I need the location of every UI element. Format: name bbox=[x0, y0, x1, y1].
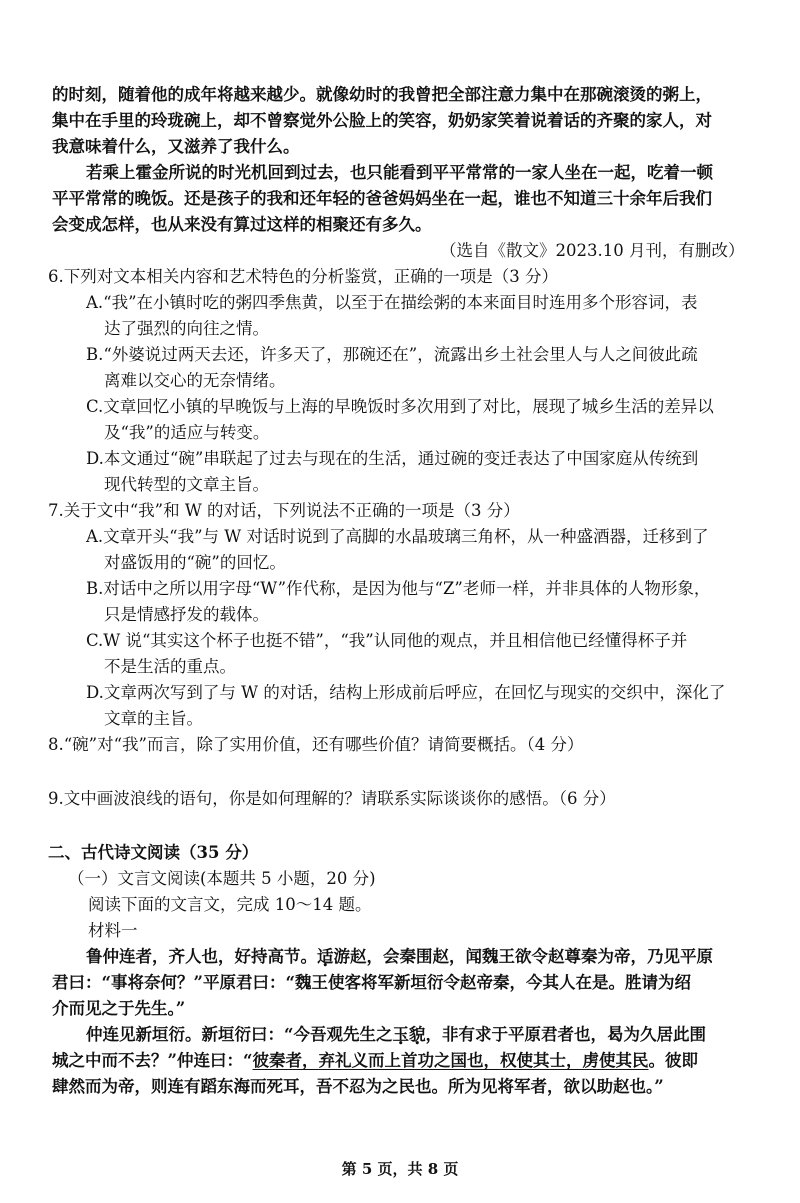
passage-line: 集中在手里的玲珑碗上，却不曾察觉外公脸上的笑容，奶奶家笑着说着话的齐聚的家人，对 bbox=[52, 111, 712, 130]
passage-line: 平平常常的晚饭。还是孩子的我和还年轻的爸爸妈妈坐在一起，谁也不知道三十余年后我们 bbox=[52, 189, 712, 208]
subsection-heading: （一）文言文阅读(本题共 5 小题，20 分) bbox=[68, 869, 376, 888]
passage-line: 我意味着什么，又滋养了我什么。 bbox=[52, 137, 300, 156]
text-segment: 游赵，会秦围赵，闻魏王欲令赵尊秦为帝，乃见平原 bbox=[333, 947, 713, 966]
classical-line bbox=[52, 1050, 698, 1072]
instruction: 阅读下面的文言文，完成 10～14 题。 bbox=[88, 895, 372, 914]
classical-line: 介而见之于先生。” bbox=[52, 999, 186, 1018]
option-7c: C.W 说“其实这个杯子也挺不错”，“我”认同他的观点，并且相信他已经懂得杯子并 bbox=[86, 631, 688, 650]
classical-line: 肆然而为帝，则连有蹈东海而死耳，吾不忍为之民也。所为见将军者，欲以助赵也。” bbox=[52, 1077, 664, 1096]
classical-line bbox=[86, 946, 713, 968]
classical-line: 君曰：“事将奈何？”平原君曰：“魏王使客将军新垣衍令赵帝秦，今其人在是。胜请为绍 bbox=[52, 973, 691, 992]
classical-line bbox=[86, 1024, 706, 1046]
passage-line: 若乘上霍金所说的时光机回到过去，也只能看到平平常常的一家人坐在一起，吃着一顿 bbox=[86, 163, 713, 182]
question-6-stem: 6.下列对文本相关内容和艺术特色的分析鉴赏，正确的一项是（3 分） bbox=[48, 267, 558, 286]
option-7b: B.对话中之所以用字母“W”作代称，是因为他与“Z”老师一样，并非具体的人物形象， bbox=[86, 579, 711, 598]
option-6b-cont: 离难以交心的无奈情绪。 bbox=[104, 371, 286, 390]
question-9: 9.文中画波浪线的语句，你是如何理解的？请联系实际谈谈你的感悟。（6 分） bbox=[48, 789, 616, 808]
text-segment: 。彼即 bbox=[648, 1051, 698, 1070]
text-segment: 鲁仲连者，齐人也，好持高节。 bbox=[86, 947, 317, 966]
passage-line: 会变成怎样，也从来没有算过这样的相聚还有多久。 bbox=[52, 215, 432, 234]
source-note: （选自《散文》2023.10 月刊，有删改） bbox=[440, 241, 745, 260]
option-7b-cont: 只是情感抒发的载体。 bbox=[104, 605, 269, 624]
text-segment: ，非有求于平原君者也，曷为久居此围 bbox=[425, 1025, 706, 1044]
option-6d: D.本文通过“碗”串联起了过去与现在的生活，通过碗的变迁表达了中国家庭从传统到 bbox=[86, 449, 699, 468]
dotted-char: 貌 bbox=[409, 1025, 426, 1044]
underlined-sentence: 彼秦者，弃礼义而上首功之国也，权使其士，虏使其民 bbox=[252, 1051, 649, 1070]
option-7a: A.文章开头“我”与 W 对话时说到了高脚的水晶玻璃三角杯，从一种盛酒器，迁移到了 bbox=[86, 527, 709, 546]
option-6c: C.文章回忆小镇的早晚饭与上海的早晚饭时多次用到了对比，展现了城乡生活的差异以 bbox=[86, 397, 714, 416]
dotted-char: 玉 bbox=[392, 1025, 409, 1044]
text-segment: 城之中而不去？”仲连曰：“ bbox=[52, 1051, 253, 1070]
question-7-stem: 7.关于文中“我”和 W 的对话，下列说法不正确的一项是（3 分） bbox=[48, 501, 520, 520]
section-heading: 二、古代诗文阅读（35 分） bbox=[48, 843, 259, 862]
option-7d-cont: 文章的主旨。 bbox=[104, 709, 203, 728]
option-6c-cont: 及“我”的适应与转变。 bbox=[104, 423, 270, 442]
option-6b: B.“外婆说过两天去还，许多天了，那碗还在”，流露出乡土社会里人与人之间彼此疏 bbox=[86, 345, 698, 364]
option-7c-cont: 不是生活的重点。 bbox=[104, 657, 236, 676]
option-7d: D.文章两次写到了与 W 的对话，结构上形成前后呼应，在回忆与现实的交织中，深化了 bbox=[86, 683, 726, 702]
option-7a-cont: 对盛饭用的“碗”的回忆。 bbox=[104, 553, 286, 572]
option-6a: A.“我”在小镇时吃的粥四季焦黄，以至于在描绘粥的本来面目时连用多个形容词，表 bbox=[86, 293, 698, 312]
option-6a-cont: 达了强烈的向往之情。 bbox=[104, 319, 269, 338]
option-6d-cont: 现代转型的文章主旨。 bbox=[104, 475, 269, 494]
page-footer: 第 5 页，共 8 页 bbox=[341, 1160, 459, 1178]
text-segment: 仲连见新垣衍。新垣衍曰：“今吾观先生之 bbox=[86, 1025, 393, 1044]
dotted-char: 适 bbox=[317, 947, 334, 966]
question-8: 8.“碗”对“我”而言，除了实用价值，还有哪些价值？请简要概括。（4 分） bbox=[48, 735, 584, 754]
material-label: 材料一 bbox=[88, 921, 138, 940]
passage-line: 的时刻，随着他的成年将越来越少。就像幼时的我曾把全部注意力集中在那碗滚烫的粥上， bbox=[52, 85, 712, 104]
